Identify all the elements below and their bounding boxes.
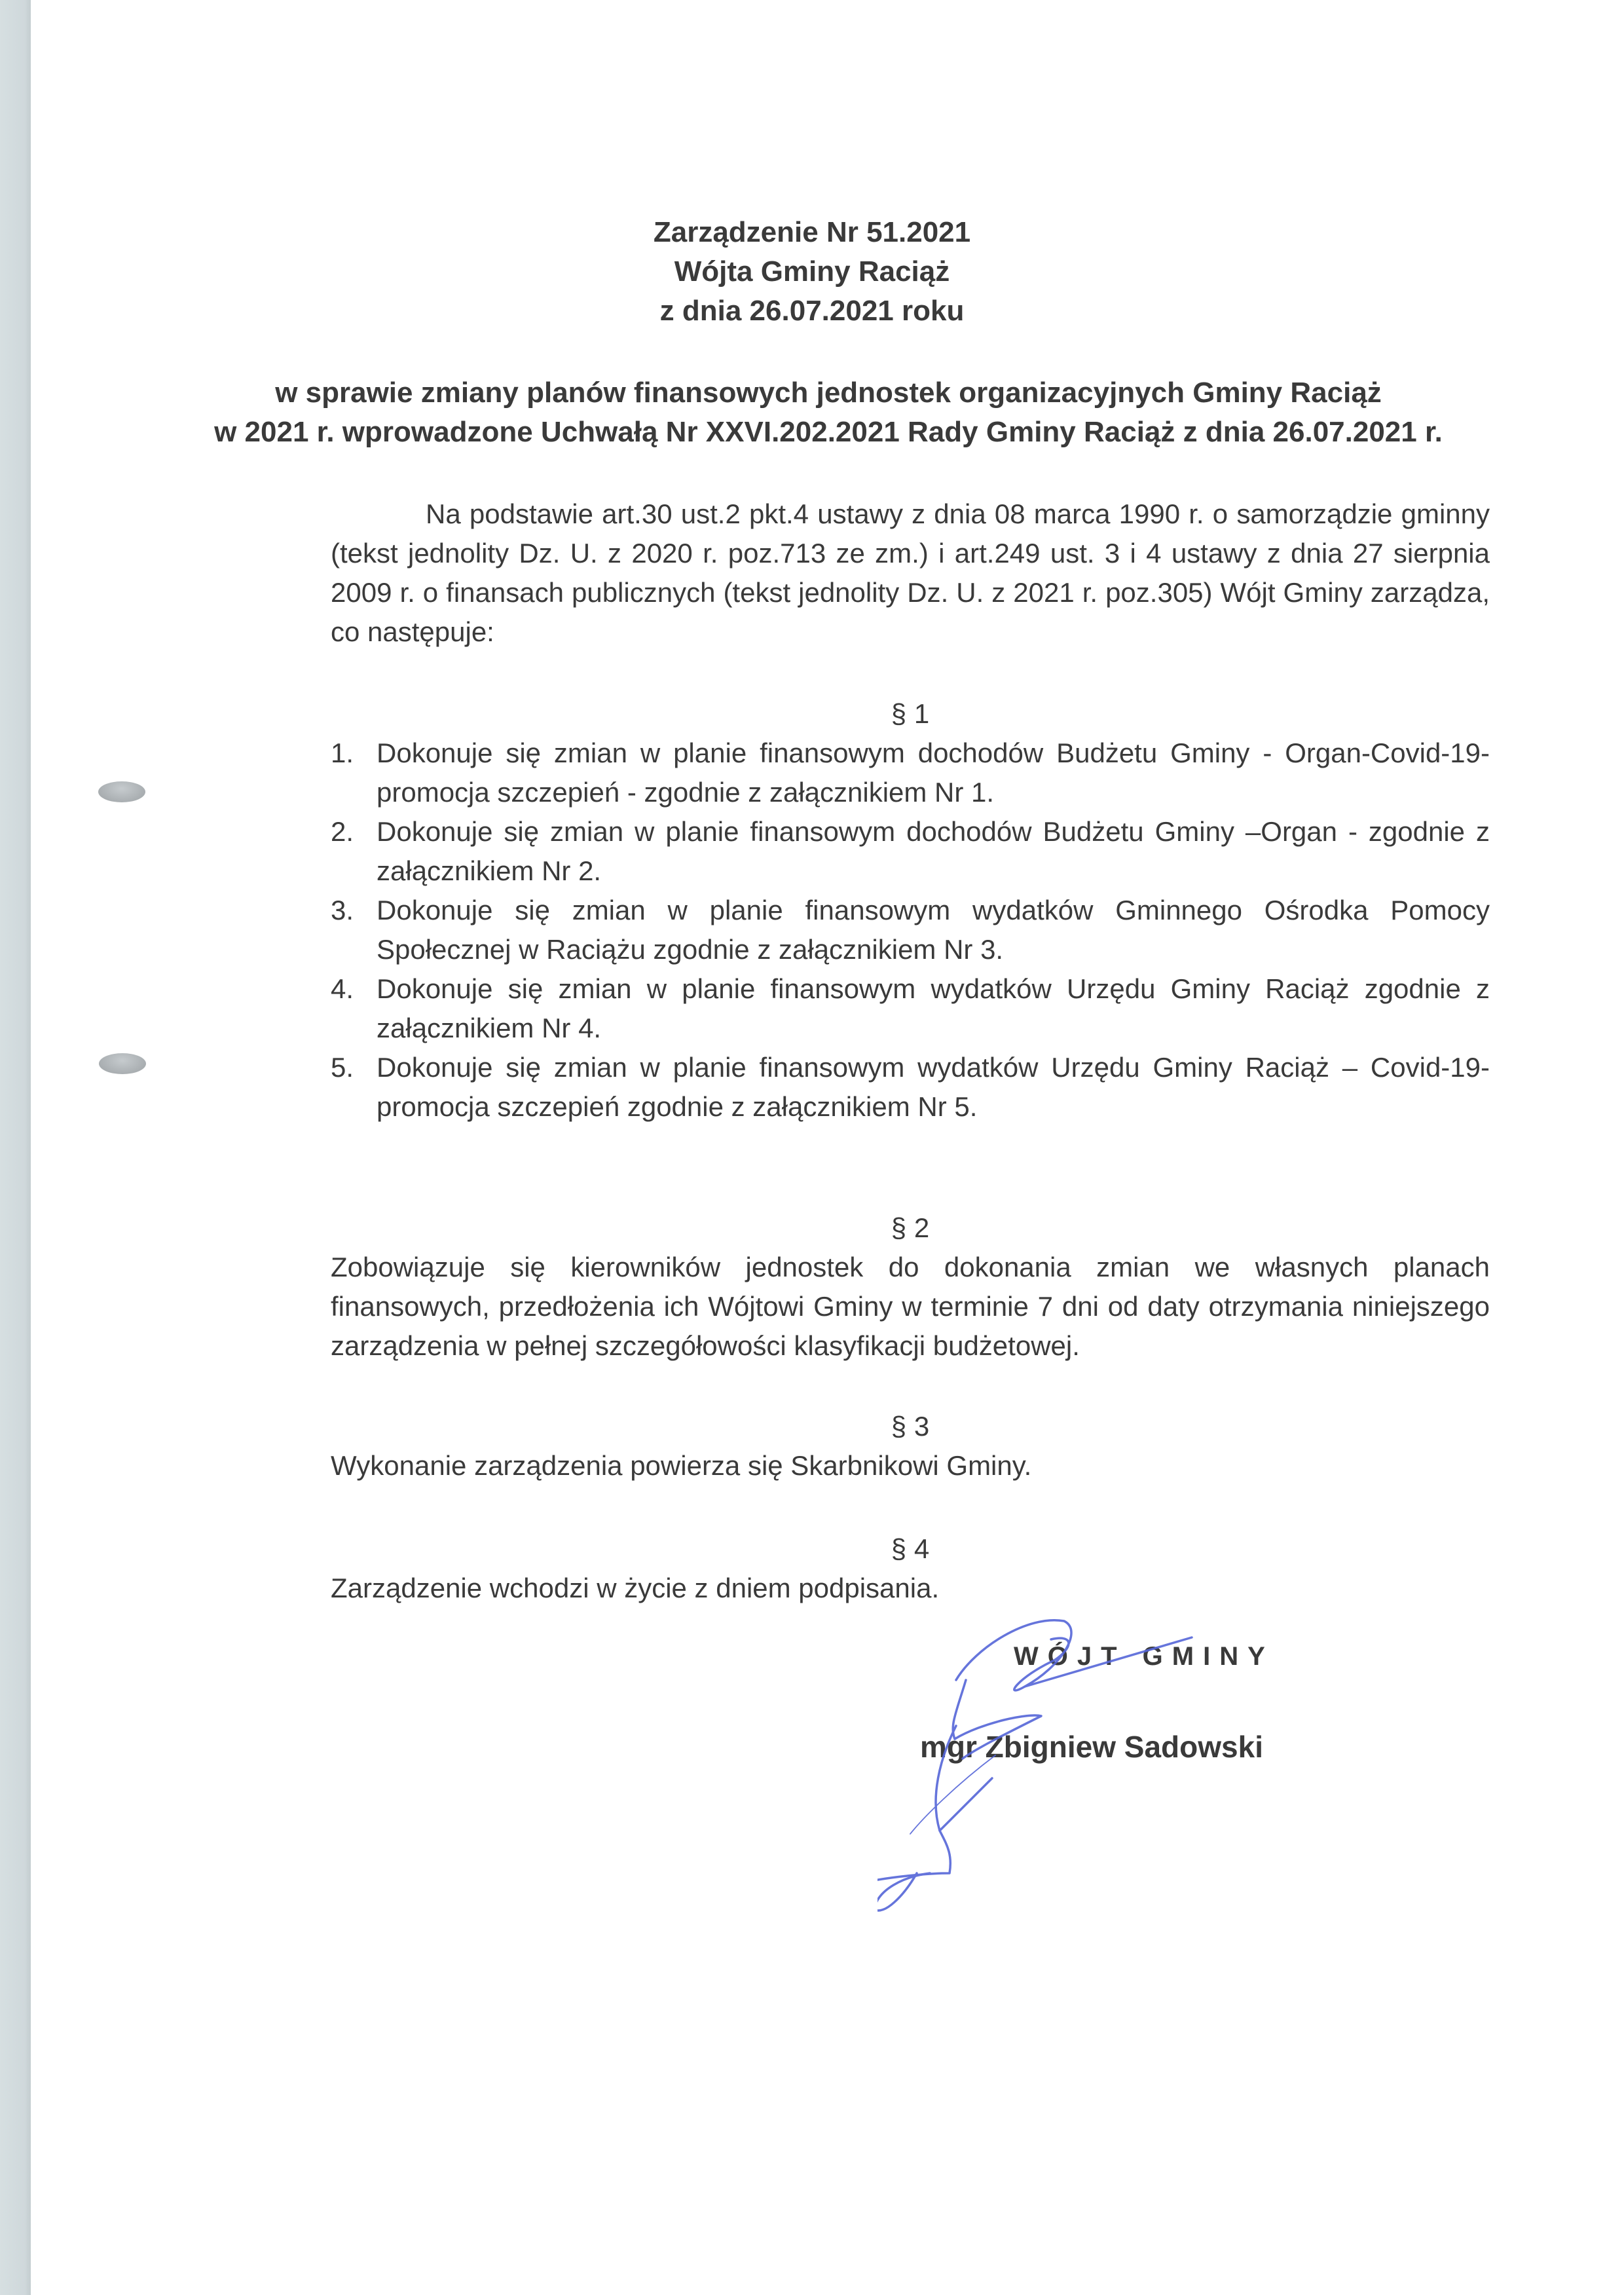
list-item-text: Dokonuje się zmian w planie finansowym dochodów Budżetu Gminy –Organ - zgodnie z załącznikiem Nr 2. (377, 816, 1490, 886)
signature-name: mgr Zbigniew Sadowski (920, 1730, 1263, 1764)
list-item (331, 891, 1490, 969)
list-item-number: 5. (331, 1052, 354, 1083)
list-item-text: Dokonuje się zmian w planie finansowym wydatków Gminnego Ośrodka Pomocy Społecznej w Raciążu zgodnie z załącznikiem Nr 3. (377, 895, 1490, 965)
list-item-text: Dokonuje się zmian w planie finansowym wydatków Urzędu Gminy Raciąż – Covid-19-promocja szczepień zgodnie z załącznikiem Nr 5. (377, 1052, 1490, 1122)
list-item (331, 1048, 1490, 1127)
list-item (331, 969, 1490, 1048)
list-item (331, 812, 1490, 891)
document-issuer: Wójta Gminy Raciąż (674, 255, 950, 288)
list-item-number: 4. (331, 973, 354, 1004)
section-4-text: Zarządzenie wchodzi w życie z dniem podpisania. (331, 1573, 940, 1603)
section-1-mark: § 1 (891, 698, 930, 729)
punch-hole-top (98, 781, 145, 802)
list-item-text: Dokonuje się zmian w planie finansowym dochodów Budżetu Gminy - Organ-Covid-19- promocja szczepień - zgodnie z załącznikiem Nr 1. (377, 737, 1490, 808)
section-3-text: Wykonanie zarządzenia powierza się Skarbnikowi Gminy. (331, 1450, 1032, 1481)
section-1-items (331, 734, 1490, 1127)
preamble: Na podstawie art.30 ust.2 pkt.4 ustawy z dnia 08 marca 1990 r. o samorządzie gminny (tekst jednolity Dz. U. z 2020 r. poz.713 ze zm.) i art.249 ust. 3 i 4 ustawy z dnia 27 sierpnia 2009 r. o finansach publicznych (tekst jednolity Dz. U. z 2021 r. poz.305) Wójt Gminy zarządza, co następuje: (331, 498, 1490, 647)
document-date: z dnia 26.07.2021 roku (659, 295, 965, 327)
punch-hole-bottom (99, 1053, 146, 1074)
document-subject (196, 373, 1460, 452)
section-4-mark: § 4 (891, 1533, 930, 1564)
list-item-text: Dokonuje się zmian w planie finansowym wydatków Urzędu Gminy Raciąż zgodnie z załącznikiem Nr 4. (377, 973, 1490, 1043)
list-item-number: 1. (331, 737, 354, 768)
section-3-mark: § 3 (891, 1411, 930, 1442)
section-2-text: Zobowiązuje się kierowników jednostek do dokonania zmian we własnych planach finansowych, przedłożenia ich Wójtowi Gminy w terminie 7 dni od daty otrzymania niniejszego zarządzenia w pełnej szczegółowości klasyfikacji budżetowej. (331, 1252, 1490, 1361)
signature-title: WÓJT GMINY (1014, 1642, 1274, 1671)
subject-line-2: w 2021 r. wprowadzone Uchwałą Nr XXVI.202.2021 Rady Gminy Raciąż z dnia 26.07.2021 r. (214, 416, 1443, 448)
list-item-number: 2. (331, 816, 354, 847)
list-item (331, 734, 1490, 812)
document-header (0, 213, 1624, 331)
list-item-number: 3. (331, 895, 354, 925)
section-1 (331, 734, 1490, 1127)
document-title: Zarządzenie Nr 51.2021 (653, 216, 971, 248)
scan-edge-strip (0, 0, 31, 2295)
section-2-mark: § 2 (891, 1212, 930, 1243)
subject-line-1: w sprawie zmiany planów finansowych jednostek organizacyjnych Gminy Raciąż (275, 377, 1382, 409)
